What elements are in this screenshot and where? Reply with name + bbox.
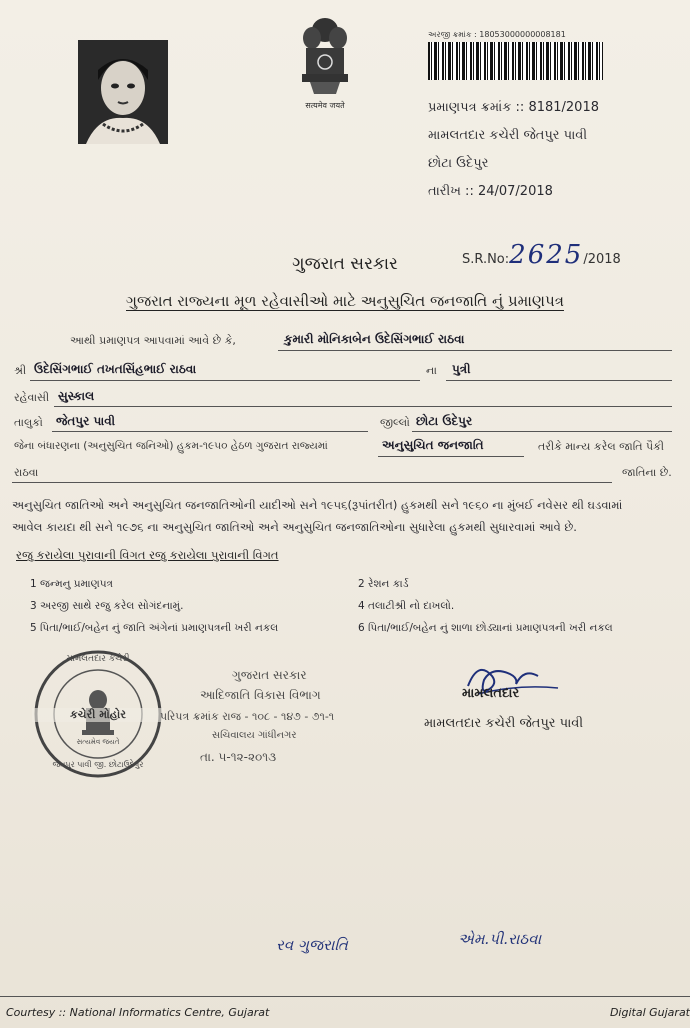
category: અનુસુચિત જનજાતિ <box>382 438 484 452</box>
rect-stamp-line-1: ગુજરાત સરકાર <box>232 668 307 682</box>
rect-stamp-line-5: તા. ૫-૧૨-૨૦૧૩ <box>200 750 277 764</box>
handwritten-note-left: રવ ગુજરાતિ <box>276 936 348 954</box>
category-line <box>378 456 524 457</box>
taluka: જેતપુર પાવી <box>56 414 116 428</box>
na-label: ના <box>426 364 437 377</box>
shri-label: શ્રી <box>14 364 27 377</box>
order-text: જેના બંધારણના (અનુસુચિત જનિઓ) હુકમ-૧૯૫૦ હેઠળ ગુજરાત રાજ્યમાં <box>14 440 328 452</box>
office-round-stamp <box>32 648 164 780</box>
legal-paragraph-line-1: અનુસુચિત જાતિઓ અને અનુસુચિત જનજાતિઓની યાદીઓ સને ૧૯૫૬(રૂપાંતરીત) હુકમથી સને ૧૯૬૦ ના મુંબઈ નવેસર થી ઘડવામાં <box>12 498 623 512</box>
handwritten-note-right: એમ.પી.રાઠવા <box>458 930 542 948</box>
serial-prefix: S.R.No: <box>462 252 510 267</box>
applicant-photo <box>78 40 168 144</box>
district-value: છોટા ઉદેપુર <box>416 414 473 428</box>
footer-brand: Digital Gujarat <box>609 1006 690 1019</box>
taluka-label: તાલુકો <box>14 416 43 429</box>
evidence-item: 5 પિતા/ભાઈ/બહેન નું જાતિ અંગેનાં પ્રમાણપત્રની ખરી નકલ <box>30 622 279 634</box>
rect-stamp-line-4: સચિવાલય ગાંધીનગર <box>212 730 297 741</box>
district-label: જીલ્લો <box>380 416 410 429</box>
evidence-item: 4 તલાટીશ્રી નો દાખલો. <box>358 600 455 612</box>
stamp-bottom-text: જેતપુર પાવી જી. છોટાઉદેપુર <box>52 760 144 769</box>
issuing-office: મામલતદાર કચેરી જેતપુર પાવી <box>428 128 588 143</box>
signatory-office: મામલતદાર કચેરી જેતપુર પાવી <box>424 716 584 731</box>
rect-stamp-line-2: આદિજાતિ વિકાસ વિભાગ <box>200 688 321 702</box>
emblem-motto: सत्यमेव जयते <box>305 101 345 110</box>
government-heading: ગુજરાત સરકાર <box>292 254 398 274</box>
serial-handwritten: 2625 <box>509 240 584 270</box>
taluka-line <box>52 431 368 432</box>
residence-label: રહેવાસી <box>14 391 50 404</box>
applicant-name: કુમારી મોનિકાબેન ઉદેસિંગભાઈ રાઠવા <box>284 332 465 346</box>
relation-line <box>446 380 672 381</box>
footer-courtesy: Courtesy :: National Informatics Centre, Gujarat <box>6 1006 270 1019</box>
residence-line <box>54 406 672 407</box>
caste: રાઠવા <box>14 466 39 479</box>
stamp-center-text: કચેરી મોહોર <box>32 708 164 722</box>
caste-line <box>12 482 612 483</box>
certificate-title: ગુજરાત રાજ્યના મૂળ રહેવાસીઓ માટે અનુસુચિત જનજાતિ નું પ્રમાણપત્ર <box>126 292 564 310</box>
recognized-text: તરીકે માન્ય કરેલ જાતિ પૈકી <box>538 440 665 453</box>
relation: પુત્રી <box>452 362 471 376</box>
serial-year: /2018 <box>583 252 621 267</box>
rect-stamp-line-3: પરિપત્ર ક્રમાંક રાજ - ૧૦૮ - ૧૪૭ - ૭૧-૧ <box>160 710 335 723</box>
evidence-item: 1 જન્મનુ પ્રમાણપત્ર <box>30 578 114 590</box>
applicant-name-line <box>278 350 672 351</box>
parent-name: ઉદેસિંગભાઈ તખતસિંહભાઈ રાઠવા <box>34 362 197 376</box>
barcode <box>428 42 603 80</box>
evidence-heading: રજુ કરાયેલા પુરાવાની વિગત રજુ કરાયેલા પુરાવાની વિગત <box>16 548 279 562</box>
legal-paragraph-line-2: આવેલ કાયદા થી સને ૧૯૭૬ ના અનુસુચિત જાતિઓ અને અનુસુચિત જનજાતિઓના સુધારેલા હુકમથી સુધારવામાં આવે છે. <box>12 520 577 534</box>
caste-suffix: જાતિના છે. <box>622 466 672 479</box>
issue-date: તારીખ :: 24/07/2018 <box>428 184 553 199</box>
evidence-item: 6 પિતા/ભાઈ/બહેન નું શાળા છોડ્યાનાં પ્રમાણપત્રની ખરી નકલ <box>358 622 613 634</box>
intro-label: આથી પ્રમાણપત્ર આપવામાં આવે છે કે, <box>70 334 236 347</box>
stamp-small-text: સત્યમેવ જયતે <box>76 738 120 746</box>
signatory-designation: મામલતદાર <box>462 686 520 701</box>
residence: સુસ્કાલ <box>58 389 95 403</box>
district-line <box>412 431 672 432</box>
evidence-item: 2 રેશન કાર્ડ <box>358 578 409 590</box>
issuing-district: છોટા ઉદેપુર <box>428 156 489 171</box>
parent-name-line <box>30 380 420 381</box>
footer-divider <box>0 996 690 997</box>
stamp-top-text: મામલતદાર કચેરી <box>66 654 130 664</box>
evidence-item: 3 અરજી સાથે રજુ કરેલ સોગંદનામું. <box>30 600 184 612</box>
certificate-number: પ્રમાણપત્ર ક્રમાંક :: 8181/2018 <box>428 100 599 115</box>
application-number: અરજી ક્રમાંક : 18053000000008181 <box>428 30 566 39</box>
national-emblem <box>290 12 360 112</box>
